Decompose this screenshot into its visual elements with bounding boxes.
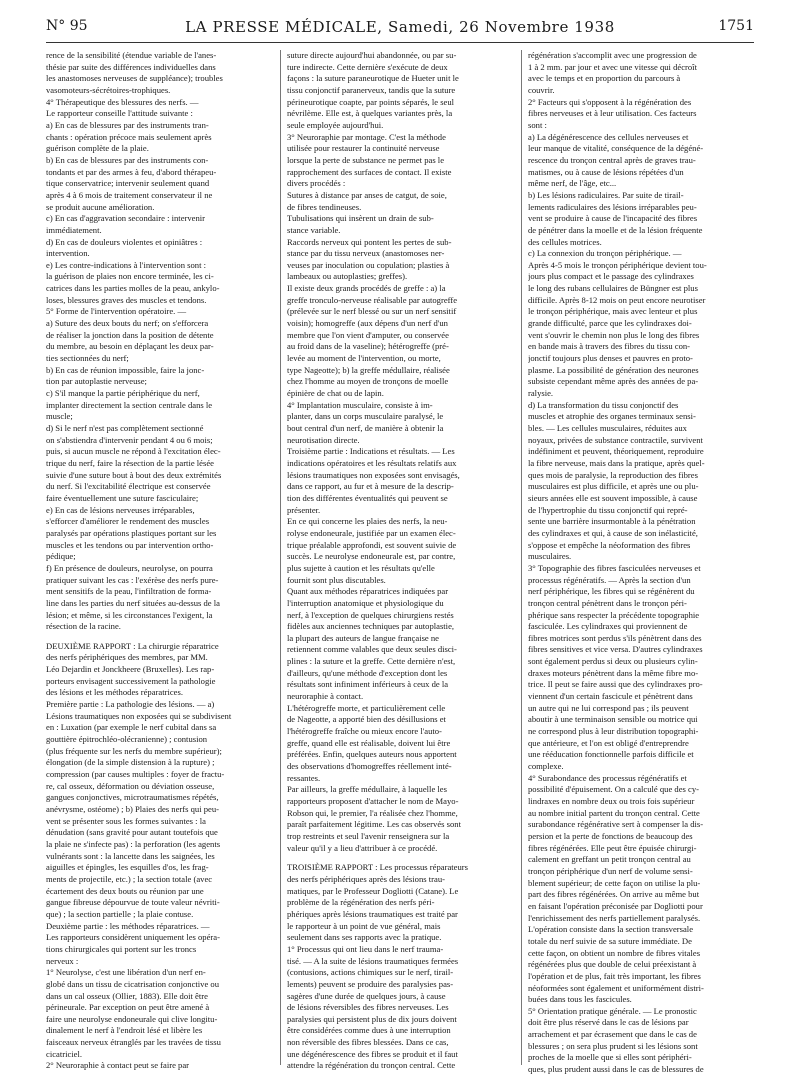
column-2-line: épinière de chat ou de lapin. (287, 388, 384, 399)
column-2-line: nerf, à l'exception de quelques chirurgiens restés (287, 609, 454, 620)
column-2-line: résultats sont infiniment inférieurs à ceux de la (287, 679, 449, 690)
column-1-line: rence de la sensibilité (étendue variable de l'anes- (46, 50, 217, 60)
column-3-line: même nerf, de l'âge, etc... (528, 178, 617, 189)
column-3-line: d) La transformation du tissu conjonctif des (528, 399, 679, 410)
column-3-line: ques mois de paralysie, la reproduction des fibres (528, 469, 698, 480)
column-1-line: muscle; (46, 411, 73, 422)
column-3-line: vent s'ouvrir le chemin non plus le long des fibres (528, 329, 700, 340)
column-2-line: au froid dans de la vaseline); hétérogreffe (pré- (287, 341, 449, 352)
column-1-line: Le rapporteur conseille l'attitude suivante : (46, 108, 193, 119)
column-1-line: DEUXIÈME RAPPORT : La chirurgie réparatrice (46, 640, 219, 651)
column-2-line: 3° Neuroraphie par montage. C'est la méthode (287, 131, 446, 142)
column-2-line: fournit sont plus discutables. (287, 574, 386, 585)
column-2-line: Il existe deux grands procédés de greffe : a) la (287, 283, 446, 294)
column-3-line: viennent d'un certain fascicule et pénètrent dans (528, 691, 693, 702)
column-3-line: la fibre nerveuse, mais dans la pratique, après quel- (528, 457, 705, 468)
column-1-line: se produit aucune amélioration. (46, 201, 155, 212)
column-1-line: b) En cas de blessures par des instruments con- (46, 154, 209, 165)
column-3-line: difficile. Après 8-12 mois on peut encore neurotiser (528, 294, 706, 305)
column-1-line: loses, blessures graves des muscles et tendons. (46, 294, 207, 305)
column-3-line: ques, plus prudent aussi dans le cas de blessures de (528, 1064, 704, 1075)
column-3-line: blement supérieur; de cette façon on utilise la plu- (528, 877, 701, 888)
column-1-line: trique du nerf, faire la résection de la partie lésée (46, 457, 214, 468)
column-2-line: greffe tronculo-nerveuse réalisable par autogreffe (287, 294, 458, 305)
column-1-line: vasomoteurs-sécrétoires-trophiques. (46, 84, 171, 95)
column-3-line: indéfiniment et peuvent, théoriquement, reproduire (528, 446, 704, 457)
column-3-line: 4° Surabondance des processus régénératifs et (528, 772, 687, 783)
column-3-line: c) La connexion du tronçon périphérique. — (528, 248, 682, 259)
column-1-line: a) Suture des deux bouts du nerf; on s'efforcera (46, 318, 209, 329)
column-1-line: lésion; et même, si les circonstances l'exigent, la (46, 609, 213, 620)
column-3-line: draxes moteurs pénètrent dans la même fibre mo- (528, 667, 699, 678)
column-3-line: 2° Facteurs qui s'opposent à la régénération des (528, 96, 692, 107)
column-3-line: ne correspond plus à leur distribution topographi- (528, 726, 699, 737)
column-2-line: être considérées comme dues à une interruption (287, 1025, 451, 1036)
column-1-line: périneurale. Par exception on peut être amené à (46, 1002, 210, 1013)
column-2-line: problème de la régénération des nerfs péri- (287, 897, 435, 908)
column-1-line: élongation (de la simple distension à la rupture) ; (46, 757, 215, 768)
column-3-line: processus régénératifs. — Après la section d'un (528, 574, 691, 585)
column-3-line: arrachement et par écrasement que dans le cas de (528, 1029, 697, 1040)
column-1-line: a) En cas de blessures par des instruments tran- (46, 119, 209, 130)
column-3-line: couvrir. (528, 84, 555, 95)
column-2-line: rapprochement des surfaces de contact. Il existe (287, 166, 452, 177)
column-3-line: buées dans tous les fascicules. (528, 994, 632, 1005)
column-3-line: s'oppose et empêche la néoformation des fibres (528, 539, 691, 550)
column-2-line: une dégénérescence des fibres se produit et il faut (287, 1048, 458, 1059)
column-2-line: En ce qui concerne les plaies des nerfs, la neu- (287, 516, 448, 527)
column-1-line: Léo Dejardin et Jonckheere (Bruxelles). Les rap- (46, 664, 215, 675)
column-1-line: du nerf. Si l'excitabilité électrique est conservée (46, 481, 211, 492)
column-2-line: neuroraphie à contact. (287, 691, 364, 702)
column-3-line: L'opération consiste dans la section transversale (528, 924, 694, 935)
column-2-line: tisé. — A la suite de lésions traumatiques fermées (287, 955, 459, 966)
column-1-line: Lésions traumatiques non exposées qui se subdivisent (46, 710, 232, 721)
column-1-line: 2° Neuroraphie à contact peut se faire par (46, 1060, 190, 1071)
column-2-line: voisin); homogreffe (aux dépens d'un nerf d'un (287, 318, 448, 329)
column-1-line: dinalement le nerf à l'endroit lésé et libère les (46, 1025, 203, 1036)
column-3-line: musculaires est plus difficile, et après une ou plu- (528, 481, 699, 492)
column-divider-2 (521, 50, 522, 1065)
column-2-line: planter, dans un corps musculaire paralysé, le (287, 411, 444, 422)
column-2-line: lambeaux ou autoplasties; greffes). (287, 271, 408, 282)
column-3-line: le long des rubans cellulaires de Büngner est plus (528, 283, 698, 294)
column-3-line: leur manque de vitalité, conséquence de la dégéné- (528, 143, 704, 154)
column-2-line: dans ce rapport, au fur et à mesure de la descrip- (287, 481, 454, 492)
column-1-line (46, 633, 272, 641)
column-3-line: 1 à 2 mm. par jour et avec une vitesse qui décroît (528, 61, 697, 72)
column-3-line: fibres motrices sont perdus s'ils pénètrent dans des (528, 632, 702, 643)
column-2-line: rolyse endoneurale, justifiée par un examen élec- (287, 527, 456, 538)
column-2-line: tion des différentes éventualités qui peuvent se (287, 492, 448, 503)
column-3-line: le tronçon périphérique, mais avec lenteur et plus (528, 306, 698, 317)
column-1-line: d) Si le nerf n'est pas complètement sectionné (46, 423, 204, 433)
column-2-line: ture indirecte. Cette dernière s'exécute de deux (287, 61, 448, 72)
column-1-line: e) En cas de lésions nerveuses irréparables, (46, 504, 195, 515)
column-3-line: l'enrichissement des nerfs partiellement paralysés. (528, 912, 701, 923)
column-2-line: façons : la suture paraneurotique de Hueter unit le (287, 73, 459, 84)
column-2-line: la plupart des auteurs de langue française ne (287, 632, 439, 643)
column-1-line: tique conservatrice; intervenir seulement quand (46, 178, 210, 189)
text-column-3 (528, 50, 754, 1076)
column-1-line: chants : opération précoce mais seulement après (46, 131, 212, 142)
column-3-line: tronçon central pénètrent dans le tronçon péri- (528, 597, 687, 608)
column-3-line: fibres régénérées. Elle peut être épuisée chirurgi- (528, 842, 697, 853)
column-1-line: implanter directement la section centrale dans le (46, 399, 213, 410)
column-3-line: complexe. (528, 761, 564, 772)
column-1-line: intervention. (46, 248, 90, 259)
column-3-line: part des fibres régénérées. On arrive au même but (528, 889, 700, 900)
column-2-line: présenter. (287, 504, 321, 515)
column-3-line: lements radiculaires des lésions irréparables peu- (528, 201, 697, 212)
column-1-line: (plus fréquente sur les nerfs du membre supérieur); (46, 745, 222, 756)
column-3-line: possibilité d'épuisement. On a calculé que des cy- (528, 784, 699, 795)
column-2-line: (prélevée sur le nerf blessé ou sur un nerf sensitif (287, 306, 457, 317)
column-3-line: subsiste cependant même après des années de pa- (528, 376, 699, 387)
column-1-line: Deuxième partie : les méthodes réparatrices. — (46, 920, 210, 931)
column-2-line: plines : la suture et la greffe. Cette dernière n'est, (287, 656, 456, 667)
column-2-line: non réversible des fibres blessées. Dans ce cas, (287, 1037, 449, 1048)
column-1-line: pratiquer suivant les cas : l'exérèse des nerfs pure- (46, 574, 219, 585)
column-3-line: bles. — Les cellules musculaires, réduites aux (528, 423, 687, 433)
column-1-line: anévrysme, ostéome) ; b) Plaies des nerfs qui peu- (46, 804, 220, 814)
column-3-line: musculaires. (528, 551, 572, 562)
column-1-line: globé dans un tissu de cicatrisation conjonctive ou (46, 978, 220, 989)
column-3-line: rescence du tronçon central après de graves trau- (528, 154, 696, 165)
column-3-line: b) Les lésions radiculaires. Par suite de tirail- (528, 189, 684, 200)
column-3-line: proches de la moelle que si elles sont périphéri- (528, 1052, 692, 1063)
column-3-line: des cellules motrices. (528, 236, 602, 247)
column-3-line: trice. Il peut se faire aussi que des cylindraxes pro- (528, 679, 703, 690)
column-3-line: néoformées sont également et uniformément distri- (528, 982, 704, 993)
column-1-line: paralysés par opérations plastiques portant sur les (46, 527, 217, 538)
column-1-line: écartement des deux bouts ou réunion par une (46, 885, 204, 896)
column-1-line: ment sensitifs de la peau, l'infiltration de forma- (46, 586, 212, 597)
column-2-line: valeur qu'il y a lieu d'attribuer à ce procédé. (287, 842, 438, 853)
column-3-line: grande difficulté, parce que les cylindraxes doi- (528, 318, 692, 329)
column-2-line: trop restreints et seul l'avenir renseignera sur la (287, 830, 450, 841)
page-number: 1751 (718, 18, 754, 34)
column-1-line: s'efforcer d'améliorer le rendement des muscles (46, 516, 210, 527)
column-3-line: tronçon périphérique d'un nerf de volume sensi- (528, 865, 693, 876)
column-3-line: vent se produire à cause de l'incapacité des fibres (528, 213, 698, 224)
column-1-line: la plaie ne s'infecte pas) : la perforation (les agents (46, 838, 221, 849)
column-1-line: que) ; la section partielle ; la plaie contuse. (46, 908, 194, 919)
column-1-line: tondants et par des armes à feu, d'abord thérapeu- (46, 166, 217, 177)
column-3-line: a) La dégénérescence des cellules nerveuses et (528, 131, 689, 142)
column-2-line: névrilème. Elle est, à quelques variantes près, la (287, 108, 453, 119)
column-2-line: stance par du tissu nerveux (anastomoses ner- (287, 248, 445, 259)
column-1-line: immédiatement. (46, 224, 102, 235)
column-1-line: du membre, au besoin en déplaçant les deux par- (46, 341, 214, 352)
column-1-line: c) En cas d'aggravation secondaire : intervenir (46, 213, 206, 224)
column-2-line: rapporteurs proposent d'attacher le nom de Mayo- (287, 796, 459, 806)
column-3-line: régénérées plus que double de celui préexistant à (528, 959, 697, 970)
column-2-line: utilisée pour restaurer la continuité nerveuse (287, 143, 440, 154)
column-2-line: paralysies qui persistent plus de dix jours doivent (287, 1013, 457, 1024)
column-3-line: persion et la perte de fonctions de beaucoup des (528, 830, 693, 841)
column-3-line: 3° Topographie des fibres fasciculées nerveuses et (528, 562, 701, 573)
column-2-line: retiennent comme valables que deux seules disci- (287, 644, 457, 655)
page-header (46, 18, 754, 40)
journal-title: LA PRESSE MÉDICALE, Samedi, 26 Novembre 1938 (185, 18, 615, 36)
column-1-line: des lésions et les méthodes réparatrices. (46, 687, 183, 698)
column-3-line: Après 4-5 mois le tronçon périphérique devient tou- (528, 259, 707, 270)
column-2-line: L'hétérogreffe morte, et particulièrement celle (287, 702, 446, 713)
column-2-line: indications opératoires et les résultats relatifs aux (287, 457, 457, 468)
column-3-line: des cylindraxes et qui, à cause de son inélasticité, (528, 527, 698, 538)
column-1-line: les anastomoses nerveuses de suppléance); troubles (46, 73, 223, 84)
column-2-line: de lésions réversibles des fibres nerveuses. Les (287, 1002, 449, 1013)
column-1-line: 1° Neurolyse, c'est une libération d'un nerf en- (46, 967, 206, 978)
column-2-line: sagères d'une durée de quelques jours, à cause (287, 990, 446, 1001)
column-2-line: stance variable. (287, 224, 341, 235)
column-3-line: ralysie. (528, 388, 554, 399)
column-2-line: Tubulisations qui insèrent un drain de sub- (287, 213, 434, 224)
column-1-line: nerveux : (46, 955, 79, 966)
column-2-line: de fibres tendineuses. (287, 201, 362, 212)
column-2-line: divers procédés : (287, 178, 346, 189)
column-2-line: chez l'homme au moyen de tronçons de moelle (287, 376, 449, 387)
column-2-line: suture directe aujourd'hui abandonnée, ou par su- (287, 50, 457, 60)
column-2-line: paraît parfaitement légitime. Les cas observés sont (287, 819, 461, 830)
column-2-line: d'ailleurs, qu'une méthode d'exception dont les (287, 667, 448, 678)
column-3-line: fasciculée. Les cylindraxes qui proviennent de (528, 621, 688, 632)
column-2-line: fidèles aux anciennes techniques par autoplastie, (287, 621, 455, 632)
column-1-line: faisceaux nerveux étranglés par les travées de tissu (46, 1037, 221, 1048)
column-2-line: Sutures à distance par anses de catgut, de soie, (287, 189, 447, 200)
column-2-line: tissu conjonctif paranerveux, tandis que la suture (287, 84, 456, 95)
column-2-line: Raccords nerveux qui pontent les pertes de sub- (287, 236, 452, 247)
column-2-line: lements) peuvent se produire des paralysies pas- (287, 978, 454, 989)
column-1-line: résection de la racine. (46, 621, 121, 632)
column-1-line: vulnérants sont : la lancette dans les saignées, les (46, 850, 215, 861)
column-3-line: en faisant l'opération préconisée par Dogliotti pour (528, 900, 703, 911)
column-2-line: phériques après lésions traumatiques est traité par (287, 908, 458, 919)
column-1-line: 5° Forme de l'intervention opératoire. — (46, 306, 187, 317)
column-2-line: levée au moment de l'intervention, ou morte, (287, 353, 441, 364)
column-2-line: greffe, quand elle est réalisable, doivent lui être (287, 737, 451, 748)
column-1-line: des nerfs périphériques des membres, par MM. (46, 652, 208, 663)
column-2-line: (contusions, actions chimiques sur le nerf, tirail- (287, 967, 454, 978)
column-3-line: surabondance régénérative sert à compenser la dis- (528, 819, 704, 830)
column-2-line: des nerfs périphériques après des lésions trau- (287, 873, 445, 884)
column-3-line: jonctif toujours plus denses et pauvres en proto- (528, 353, 693, 364)
column-1-line: de réaliser la jonction dans la position de détente (46, 329, 214, 340)
column-3-line: de pénétrer dans la moelle et de la lésion fréquente (528, 224, 703, 235)
column-1-line: e) Les contre-indications à l'intervention sont : (46, 259, 207, 270)
column-1-line: ments de projectile, etc.) ; la section totale (avec (46, 873, 213, 884)
column-1-line: tions chirurgicales qui portent sur les troncs (46, 943, 197, 954)
column-3-line: en bande mais à travers des fibres du tissu con- (528, 341, 691, 352)
column-2-line: trique préalable approfondi, est souvent suivie de (287, 539, 457, 550)
column-1-line: aiguilles et épingles, les esquilles d'os, les frag- (46, 862, 209, 873)
column-2-line: Quant aux méthodes réparatrices indiquées par (287, 586, 449, 597)
column-1-line: cicatriciel. (46, 1048, 83, 1059)
column-3-line: fibres nerveuses et à leur utilisation. Ces facteurs (528, 108, 697, 119)
column-3-line: l'opération et de plus, fait très important, les fibres (528, 970, 701, 981)
column-1-line: catrices dans les parties molles de la peau, ankylo- (46, 283, 220, 294)
column-2-line: neurotisation directe. (287, 434, 360, 445)
column-2-line: l'interruption anatomique et physiologique du (287, 597, 444, 608)
column-2-line: le rapporteur à un point de vue général, mais (287, 920, 441, 931)
column-1-line: guérison complète de la plaie. (46, 143, 149, 154)
column-2-line: attendre la régénération du tronçon central. Cette (287, 1060, 456, 1071)
column-1-line: la guérison de plaies non encore terminée, les ci- (46, 271, 214, 282)
column-2-line: des observations d'homogreffes réellement inté- (287, 761, 452, 772)
column-3-line: sente une barrière insurmontable à la pénétration (528, 516, 696, 527)
column-1-line: gouttière épitrochléo-olécranienne) ; contusion (46, 734, 208, 745)
column-1-line: on s'abstiendra d'intervenir pendant 4 ou 6 mois; (46, 434, 213, 445)
column-3-line: noyaux, privées de substance contractile, survivent (528, 434, 703, 445)
column-2-line: de Nageotte, a apporté bien des désillusions et (287, 714, 446, 725)
column-2-line: bout central d'un nerf, de manière à obtenir la (287, 423, 444, 433)
column-3-line: sont également perdus si deux ou plusieurs cylin- (528, 656, 698, 667)
text-column-1 (46, 50, 272, 1072)
column-3-line: fibres sensitives et vice versa. D'autres cylindraxes (528, 644, 703, 655)
text-column-2 (287, 50, 513, 1072)
column-1-line: vent se présenter sous les formes suivantes : la (46, 815, 206, 826)
column-3-line: plasme. La possibilité de génération des neurones (528, 364, 699, 375)
header-rule (46, 42, 754, 43)
column-3-line: avec le temps et en proportion du parcours à (528, 73, 681, 84)
column-3-line: un autre qui ne lui correspond pas ; ils peuvent (528, 702, 689, 713)
column-3-line: régénération s'accomplit avec une progression de (528, 50, 697, 60)
column-1-line: re, cal osseux, déformation ou déviation osseuse, (46, 780, 215, 791)
column-2-line: ressantes. (287, 772, 321, 783)
column-2-line (287, 854, 513, 862)
column-1-line: Première partie : La pathologie des lésions. — a) (46, 699, 215, 710)
column-3-line: phérique sans respecter la précédente topographie (528, 609, 700, 620)
column-1-line: Les rapporteurs considèrent uniquement les opéra- (46, 932, 220, 943)
column-2-line: 4° Implantation musculaire, consiste à im- (287, 399, 433, 410)
column-3-line: une rééducation fonctionnelle parfois difficile et (528, 749, 694, 760)
column-3-line: nerf périphérique, les fibres qui se régénèrent du (528, 586, 695, 597)
column-1-line: 4° Thérapeutique des blessures des nerfs. — (46, 96, 199, 107)
column-1-line: line dans les parties du nerf situées au-dessus de la (46, 597, 220, 608)
column-2-line: seulement dans ses rapports avec la pratique. (287, 932, 442, 943)
column-2-line: matiques, par le Professeur Dogliotti (Catane). Le (287, 885, 459, 896)
column-1-line: gangues conjonctives, microtraumatismes répétés, (46, 792, 219, 803)
column-2-line: type Nageotte); b) la greffe médullaire, réalisée (287, 364, 450, 375)
column-1-line: pédique; (46, 551, 76, 562)
column-1-line: c) S'il manque la partie périphérique du nerf, (46, 388, 200, 399)
column-2-line: périneurotique coapte, par points séparés, le seul (287, 96, 455, 107)
column-3-line: aboutir à une terminaison sensible ou motrice qui (528, 714, 698, 725)
column-2-line: seule employée aujourd'hui. (287, 119, 384, 130)
column-1-line: b) En cas de réunion impossible, faire la jonc- (46, 364, 205, 375)
column-1-line: gangue fibreuse dépourvue de toute valeur névriti- (46, 897, 220, 908)
column-2-line: succès. Le neurolyse endoneurale est, par contre, (287, 551, 456, 562)
column-3-line: jours plus compact et le passage des cylindraxes (528, 271, 694, 282)
column-3-line: totale du nerf suivie de sa suture immédiate. De (528, 935, 692, 946)
issue-number: N° 95 (46, 18, 88, 34)
column-2-line: plus sujette à caution et les résultats qu'elle (287, 562, 435, 573)
column-2-line: lorsque la perte de substance ne permet pas le (287, 154, 445, 165)
column-2-line: 1° Processus qui ont lieu dans le nerf trauma- (287, 943, 444, 954)
column-3-line: cette façon, on obtient un nombre de fibres vitales (528, 947, 701, 958)
column-1-line: porteurs envisagent successivement la pathologie (46, 675, 216, 686)
column-1-line: d) En cas de douleurs violentes et opiniâtres : (46, 236, 203, 247)
column-2-line: Par ailleurs, la greffe médullaire, à laquelle les (287, 784, 447, 795)
column-2-line: veuses par inoculation ou copulation; plasties à (287, 259, 450, 270)
column-2-line: l'hétérogreffe fraîche ou mieux encore l'auto- (287, 726, 442, 737)
column-3-line: que antérieure, et l'on est obligé d'entreprendre (528, 737, 689, 748)
column-3-line: au nombre initial partent du tronçon central. Cette (528, 807, 700, 818)
column-1-line: dans un cal osseux (Ollier, 1883). Elle doit être (46, 990, 208, 1001)
column-2-line: Robson qui, le premier, l'a réalisée chez l'homme, (287, 807, 458, 818)
column-1-line: suivie d'une suture bout à bout des deux extrémités (46, 469, 222, 480)
column-1-line: thésie par suite des différences individuelles dans (46, 61, 216, 72)
column-3-line: calement en greffant un petit tronçon central au (528, 854, 691, 865)
column-3-line: matismes, ou à cause de lésions répétées d'un (528, 166, 684, 177)
column-1-line: ties sectionnées du nerf; (46, 353, 129, 364)
column-2-line: TROISIÈME RAPPORT : Les processus réparateurs (287, 862, 468, 873)
column-3-line: sont : (528, 119, 547, 130)
column-2-line: Troisième partie : Indications et résultats. — Les (287, 446, 455, 457)
column-1-line: tion par autoplastie nerveuse; (46, 376, 147, 387)
column-1-line: faire éventuellement une suture fasciculaire; (46, 492, 199, 503)
column-1-line: f) En présence de douleurs, neurolyse, on pourra (46, 562, 213, 573)
column-divider-1 (280, 50, 281, 1065)
column-3-line: sieurs années elle est souvent impossible, à cause (528, 492, 698, 503)
column-1-line: puis, si aucun muscle ne répond à l'excitation élec- (46, 446, 221, 457)
column-1-line: compression (par causes multiples : foyer de fractu- (46, 769, 225, 780)
column-2-line: membre que l'on vient d'amputer, ou conservée (287, 329, 449, 340)
column-3-line: doit être plus réservé dans le cas de lésions par (528, 1017, 689, 1028)
column-3-line: lindraxes en nombre deux ou trois fois supérieur (528, 796, 695, 806)
column-1-line: en : Luxation (par exemple le nerf cubital dans sa (46, 722, 217, 733)
column-1-line: muscles et les tendons ou par intervention ortho- (46, 539, 214, 550)
column-1-line: dénudation (sans gravité pour autant toutefois que (46, 827, 218, 838)
column-3-line: 5° Orientation pratique générale. — Le pronostic (528, 1005, 697, 1016)
column-3-line: muscles et atrophie des organes terminaux sensi- (528, 411, 696, 422)
column-1-line: faire une neurolyse endoneurale qui clive longitu- (46, 1013, 218, 1024)
column-1-line: après 4 à 6 mois de traitement conservateur il ne (46, 189, 213, 200)
column-2-line: préférées. Enfin, quelques auteurs nous apportent (287, 749, 457, 760)
column-3-line: blessures ; on sera plus prudent si les lésions sont (528, 1040, 698, 1051)
column-2-line: lésions traumatiques non exposées sont envisagés, (287, 469, 460, 480)
column-3-line: de l'hypertrophie du tissu conjonctif qui repré- (528, 504, 688, 515)
